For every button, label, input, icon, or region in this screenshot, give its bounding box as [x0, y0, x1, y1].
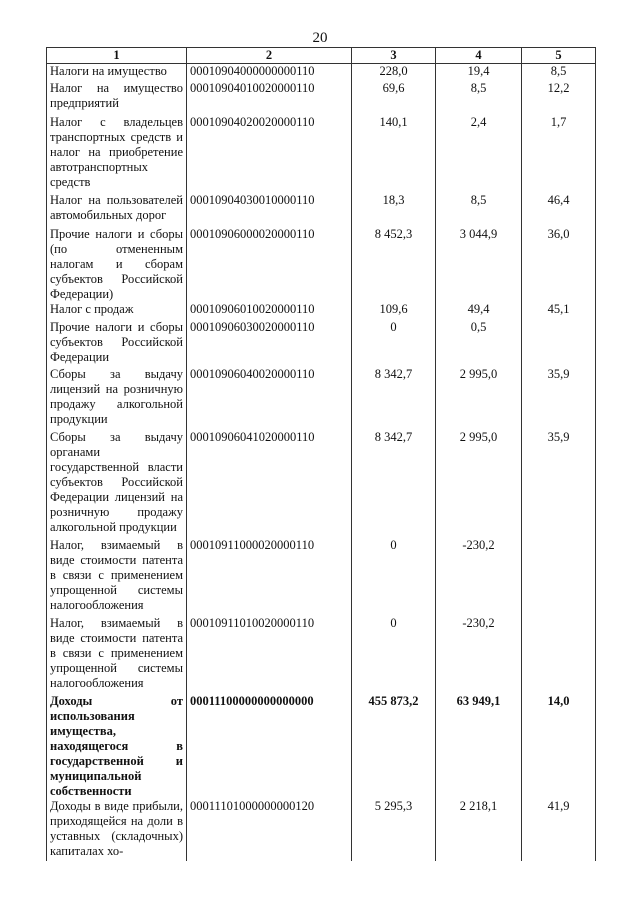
- header-col-1: 1: [47, 48, 187, 64]
- row-col-4: 8,5: [436, 81, 522, 115]
- table-row: [47, 302, 596, 320]
- row-code: 00010906030020000110: [187, 320, 352, 367]
- page-number: 20: [312, 30, 328, 46]
- row-code: 00010911010020000110: [187, 616, 352, 694]
- row-name: Прочие налоги и сборы (по отмененным налогам и сборам субъектов Российской Федерации): [47, 227, 187, 302]
- row-col-3: 140,1: [352, 115, 436, 193]
- row-name: Сборы за выдачу органами государственной власти субъектов Российской Федерации лицензий на розничную продажу алкогольной продукции: [47, 430, 187, 538]
- row-col-4: 19,4: [436, 64, 522, 81]
- row-col-3: 0: [352, 320, 436, 367]
- header-row: [47, 48, 596, 64]
- header-col-4: 4: [436, 48, 522, 64]
- table-row: [47, 430, 596, 538]
- row-col-4: 2 218,1: [436, 799, 522, 861]
- row-col-4: 8,5: [436, 193, 522, 227]
- table-row: [47, 227, 596, 302]
- row-col-5: 36,0: [522, 227, 596, 302]
- row-name: Налог на пользователей автомобильных дорог: [47, 193, 187, 227]
- row-code: 00010906010020000110: [187, 302, 352, 320]
- row-col-4: -230,2: [436, 538, 522, 616]
- header-col-3: 3: [352, 48, 436, 64]
- row-col-3: 5 295,3: [352, 799, 436, 861]
- row-col-5: [522, 320, 596, 367]
- row-col-4: 2,4: [436, 115, 522, 193]
- row-name: Налог на имущество предприятий: [47, 81, 187, 115]
- table-row: [47, 538, 596, 616]
- row-name: Прочие налоги и сборы субъектов Российской Федерации: [47, 320, 187, 367]
- row-col-3: 18,3: [352, 193, 436, 227]
- row-col-5: 35,9: [522, 430, 596, 538]
- row-col-5: 45,1: [522, 302, 596, 320]
- row-name: Налог, взимаемый в виде стоимости патента в связи с применением упрощенной системы налогообложения: [47, 538, 187, 616]
- table-row: [47, 81, 596, 115]
- row-col-5: [522, 616, 596, 694]
- row-col-5: 14,0: [522, 694, 596, 799]
- row-col-5: 8,5: [522, 64, 596, 81]
- row-col-3: 228,0: [352, 64, 436, 81]
- row-col-4: 2 995,0: [436, 367, 522, 430]
- row-name: Сборы за выдачу лицензий на розничную продажу алкогольной продукции: [47, 367, 187, 430]
- header-col-2: 2: [187, 48, 352, 64]
- row-name: Налог с продаж: [47, 302, 187, 320]
- row-code: 00010906041020000110: [187, 430, 352, 538]
- row-name: Налоги на имущество: [47, 64, 187, 81]
- revenue-table: [46, 47, 596, 861]
- row-col-5: [522, 538, 596, 616]
- row-col-4: 3 044,9: [436, 227, 522, 302]
- row-name: Налог, взимаемый в виде стоимости патента в связи с применением упрощенной системы налогообложения: [47, 616, 187, 694]
- row-col-4: 2 995,0: [436, 430, 522, 538]
- row-col-5: 41,9: [522, 799, 596, 861]
- row-col-3: 8 342,7: [352, 367, 436, 430]
- row-code: 00010911000020000110: [187, 538, 352, 616]
- row-col-5: 46,4: [522, 193, 596, 227]
- row-col-4: -230,2: [436, 616, 522, 694]
- row-code: 00010904020020000110: [187, 115, 352, 193]
- row-name: Доходы от использования имущества, находящегося в государственной и муниципальной собственности: [47, 694, 187, 799]
- row-code: 00010906000020000110: [187, 227, 352, 302]
- row-col-3: 109,6: [352, 302, 436, 320]
- table-row: [47, 616, 596, 694]
- row-col-3: 69,6: [352, 81, 436, 115]
- row-col-3: 8 452,3: [352, 227, 436, 302]
- row-col-3: 0: [352, 538, 436, 616]
- row-col-5: 12,2: [522, 81, 596, 115]
- row-name: Налог с владельцев транспортных средств и налог на приобретение автотранспортных средств: [47, 115, 187, 193]
- row-col-4: 0,5: [436, 320, 522, 367]
- table-row: [47, 367, 596, 430]
- table-row: [47, 320, 596, 367]
- row-col-3: 8 342,7: [352, 430, 436, 538]
- row-col-3: 0: [352, 616, 436, 694]
- table-row: [47, 799, 596, 861]
- row-code: 00010904000000000110: [187, 64, 352, 81]
- row-code: 00011100000000000000: [187, 694, 352, 799]
- row-col-4: 49,4: [436, 302, 522, 320]
- row-code: 00010904010020000110: [187, 81, 352, 115]
- row-col-4: 63 949,1: [436, 694, 522, 799]
- row-code: 00010906040020000110: [187, 367, 352, 430]
- table-row: [47, 193, 596, 227]
- table-row: [47, 115, 596, 193]
- row-col-5: 1,7: [522, 115, 596, 193]
- table-row: [47, 694, 596, 799]
- row-name: Доходы в виде прибыли, приходящейся на доли в уставных (складочных) капиталах хо-: [47, 799, 187, 861]
- row-code: 00011101000000000120: [187, 799, 352, 861]
- row-col-3: 455 873,2: [352, 694, 436, 799]
- table-row: [47, 64, 596, 81]
- row-col-5: 35,9: [522, 367, 596, 430]
- header-col-5: 5: [522, 48, 596, 64]
- row-code: 00010904030010000110: [187, 193, 352, 227]
